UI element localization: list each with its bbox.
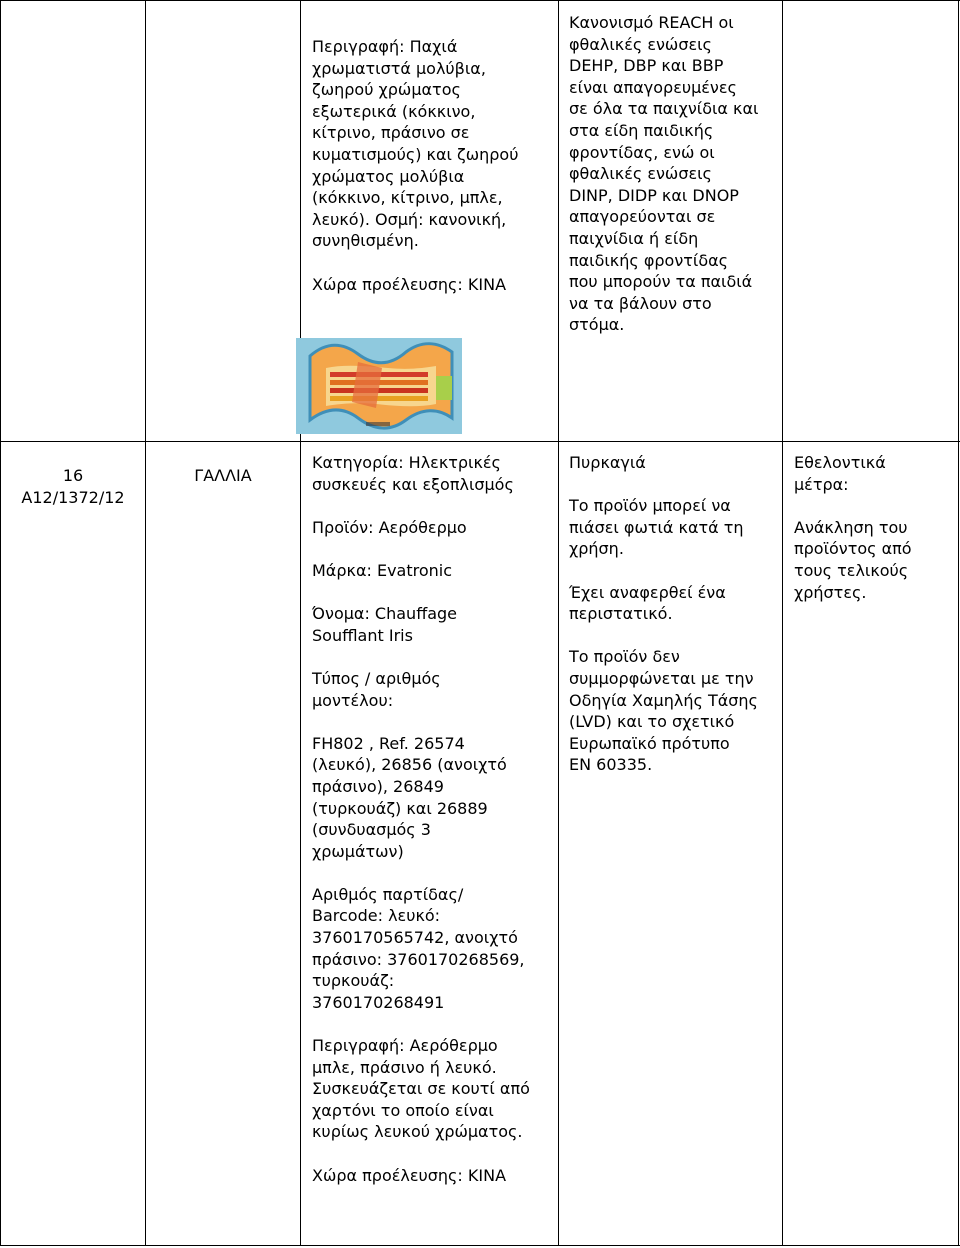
text-line: πιάσει φωτιά κατά τη bbox=[569, 517, 744, 537]
text-line: (κόκκινο, κίτρινο, μπλε, bbox=[312, 188, 503, 208]
text-line: πράσινο), 26849 bbox=[312, 776, 444, 796]
text-line: Το προϊόν δεν bbox=[569, 647, 680, 667]
notification-number: 16 bbox=[62, 466, 84, 485]
text-line: χρήστες. bbox=[794, 582, 867, 602]
text-line: χαρτόνι το οποίο είναι bbox=[312, 1100, 494, 1120]
text-line: 3760170268491 bbox=[312, 992, 445, 1012]
text-line: κίτρινο, πράσινο σε bbox=[312, 123, 470, 143]
text-line: παιδικής φροντίδας bbox=[569, 250, 729, 270]
country-of-origin bbox=[312, 1165, 557, 1187]
text-line: Έχει αναφερθεί ένα bbox=[569, 582, 726, 602]
text-line: λευκό). Οσμή: κανονική, bbox=[312, 209, 507, 229]
text-line: σε όλα τα παιχνίδια και bbox=[569, 99, 759, 119]
text-line: Πυρκαγιά bbox=[569, 453, 646, 472]
text-line: Soufflant Iris bbox=[312, 625, 413, 645]
text-line: προϊόντος από bbox=[794, 539, 912, 559]
product-name bbox=[312, 603, 557, 646]
text-line: περιστατικό. bbox=[569, 604, 673, 624]
text-line: Αριθμός παρτίδας/ bbox=[312, 884, 464, 904]
row-divider bbox=[0, 441, 960, 442]
table-border-top bbox=[0, 0, 960, 1]
text-line: φθαλικές ενώσεις bbox=[569, 164, 712, 184]
model-label bbox=[312, 668, 557, 711]
text-line: Κανονισμό REACH οι bbox=[569, 13, 734, 32]
text-line: 3760170565742, ανοιχτό bbox=[312, 928, 518, 948]
text-line: χρώματος μολύβια bbox=[312, 166, 465, 186]
text-line: Κατηγορία: Ηλεκτρικές bbox=[312, 453, 501, 472]
text-line: Όνομα: Chauffage bbox=[312, 604, 458, 624]
text-line: Προϊόν: Αερόθερμο bbox=[312, 517, 467, 537]
text-line: χρήση. bbox=[569, 539, 624, 559]
text-line: στόμα. bbox=[569, 315, 625, 335]
model-numbers bbox=[312, 733, 557, 863]
risk-explanation bbox=[569, 495, 779, 560]
text-line: Οδηγία Χαμηλής Τάσης bbox=[569, 690, 758, 710]
product-category bbox=[312, 452, 557, 495]
top-product-description-cell bbox=[312, 36, 552, 295]
text-line: (LVD) και το σχετικό bbox=[569, 712, 735, 732]
crayons-package-photo bbox=[296, 338, 462, 434]
country-cell bbox=[146, 465, 300, 487]
text-line: μέτρα: bbox=[794, 474, 849, 494]
text-line: κυρίως λευκού χρώματος. bbox=[312, 1122, 523, 1142]
incident-report bbox=[569, 582, 779, 625]
measures-type bbox=[794, 452, 954, 495]
text-line: συνηθισμένη. bbox=[312, 231, 419, 251]
risk-type bbox=[569, 452, 779, 474]
text-line: συμμορφώνεται με την bbox=[569, 668, 754, 688]
text-line: Μάρκα: Evatronic bbox=[312, 560, 453, 580]
column-divider-3 bbox=[558, 0, 559, 1246]
table-border-left bbox=[0, 0, 1, 1246]
text-line: απαγορεύονται σε bbox=[569, 207, 716, 227]
text-line: τους τελικούς bbox=[794, 560, 909, 580]
text-line: φροντίδας, ενώ οι bbox=[569, 142, 715, 162]
table-border-bottom bbox=[0, 1245, 960, 1246]
text-line: Ανάκληση του bbox=[794, 517, 908, 537]
product-type bbox=[312, 517, 557, 539]
text-line: χρωμάτων) bbox=[312, 841, 404, 861]
text-line: Τύπος / αριθμός bbox=[312, 668, 441, 688]
text-line: ζωηρού χρώματος bbox=[312, 80, 461, 100]
notification-reference: A12/1372/12 bbox=[21, 487, 125, 507]
text-line: (τυρκουάζ) και 26889 bbox=[312, 798, 488, 818]
text-line: εξωτερικά (κόκκινο, bbox=[312, 101, 476, 121]
text-line: DEHP, DBP και BBP bbox=[569, 56, 724, 76]
compliance-note bbox=[569, 646, 779, 776]
text-line: Συσκευάζεται σε κουτί από bbox=[312, 1079, 530, 1099]
measures-detail bbox=[794, 517, 954, 603]
text-line: FH802 , Ref. 26574 bbox=[312, 733, 465, 753]
notifying-country: ΓΑΛΛΙΑ bbox=[194, 466, 252, 485]
measures-cell bbox=[794, 452, 954, 603]
risk-cell bbox=[569, 452, 779, 776]
product-description bbox=[312, 36, 552, 252]
text-line: Περιγραφή: Αερόθερμο bbox=[312, 1036, 498, 1056]
product-details-cell bbox=[312, 452, 557, 1186]
text-line: μπλε, πράσινο ή λευκό. bbox=[312, 1057, 497, 1077]
column-divider-1 bbox=[145, 0, 146, 1246]
text-line: παιχνίδια ή είδη bbox=[569, 228, 699, 248]
text-line: χρωματιστά μολύβια, bbox=[312, 58, 486, 78]
column-divider-4 bbox=[782, 0, 783, 1246]
text-line: συσκευές και εξοπλισμός bbox=[312, 474, 514, 494]
text-line: Το προϊόν μπορεί να bbox=[569, 496, 731, 516]
table-border-right bbox=[958, 0, 959, 1246]
text-line: Barcode: λευκό: bbox=[312, 906, 441, 926]
text-line: Περιγραφή: Παχιά bbox=[312, 37, 458, 56]
top-risk-cell bbox=[569, 12, 779, 336]
text-line: πράσινο: 3760170268569, bbox=[312, 949, 525, 969]
product-description bbox=[312, 1035, 557, 1143]
text-line: EN 60335. bbox=[569, 755, 653, 775]
text-line: που μπορούν τα παιδιά bbox=[569, 272, 753, 292]
text-line: τυρκουάζ: bbox=[312, 971, 395, 991]
risk-text bbox=[569, 12, 779, 336]
text-line: μοντέλου: bbox=[312, 690, 394, 710]
text-line: είναι απαγορευμένες bbox=[569, 77, 737, 97]
text-line: φθαλικές ενώσεις bbox=[569, 34, 712, 54]
country-of-origin: Χώρα προέλευσης: ΚΙΝΑ bbox=[312, 274, 507, 294]
notification-number-cell bbox=[0, 465, 146, 508]
text-line: στα είδη παιδικής bbox=[569, 120, 714, 140]
text-line: DINP, DIDP και DNOP bbox=[569, 185, 739, 205]
text-line: Χώρα προέλευσης: ΚΙΝΑ bbox=[312, 1165, 507, 1185]
text-line: Εθελοντικά bbox=[794, 453, 886, 472]
text-line: κυματισμούς) και ζωηρού bbox=[312, 144, 519, 164]
text-line: Ευρωπαϊκό πρότυπο bbox=[569, 733, 730, 753]
batch-barcode bbox=[312, 884, 557, 1014]
column-divider-2 bbox=[300, 0, 301, 1246]
text-line: (συνδυασμός 3 bbox=[312, 820, 431, 840]
product-brand bbox=[312, 560, 557, 582]
text-line: να τα βάλουν στο bbox=[569, 293, 712, 313]
text-line: (λευκό), 26856 (ανοιχτό bbox=[312, 755, 507, 775]
